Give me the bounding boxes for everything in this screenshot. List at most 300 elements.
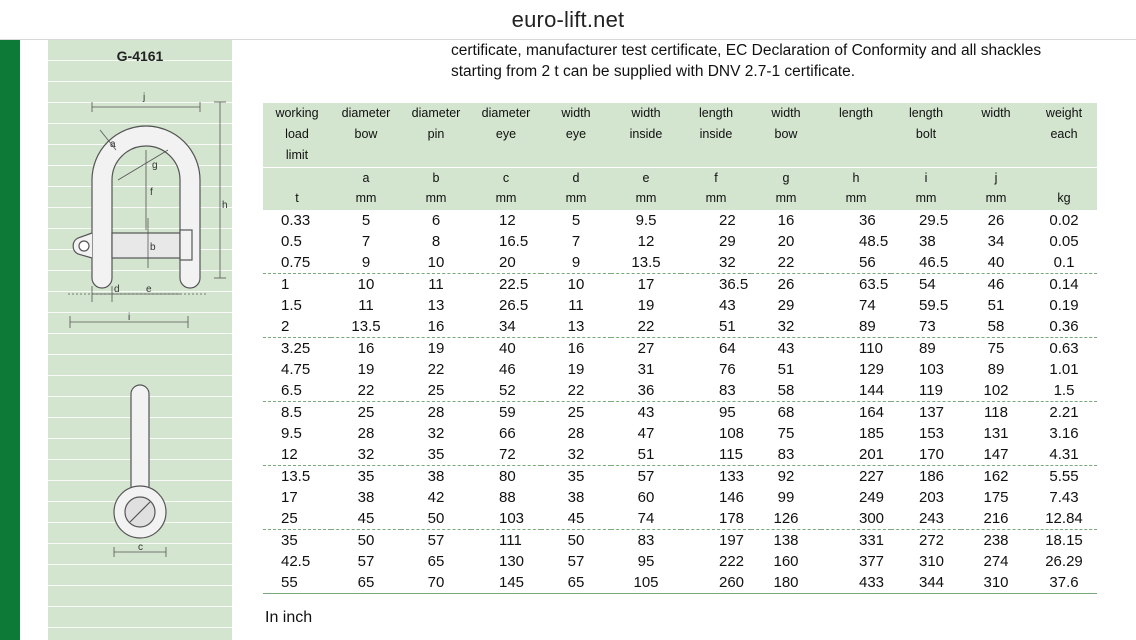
table-cell: 160 xyxy=(773,553,799,570)
table-cell: 50 xyxy=(331,530,401,552)
column-letter: f xyxy=(714,171,718,185)
table-cell: 28 xyxy=(357,425,375,442)
table-cell: 0.02 xyxy=(1049,212,1079,229)
table-cell: 147 xyxy=(983,446,1009,463)
table-cell: 310 xyxy=(961,572,1031,594)
table-cell: 3.16 xyxy=(1049,425,1079,442)
table-cell: 216 xyxy=(983,510,1009,527)
table-cell: 0.19 xyxy=(1049,297,1079,314)
table-cell: 55 xyxy=(263,572,331,594)
table-cell: 11 xyxy=(358,297,374,314)
table-cell: 238 xyxy=(961,530,1031,552)
column-header-line: bolt xyxy=(915,127,937,141)
column-unit-text: mm xyxy=(355,191,377,205)
table-cell: 37.6 xyxy=(1031,572,1097,594)
column-unit-text: mm xyxy=(775,191,797,205)
dim-label-j: j xyxy=(143,92,146,103)
table-cell: 16.5 xyxy=(499,233,529,250)
table-cell: 36 xyxy=(637,382,655,399)
table-cell: 433 xyxy=(821,572,891,594)
table-cell: 5.55 xyxy=(1031,466,1097,488)
table-cell: 27 xyxy=(611,338,681,360)
table-cell: 29.5 xyxy=(919,212,949,229)
table-cell: 25 xyxy=(427,382,445,399)
table-cell: 16 xyxy=(331,338,401,360)
column-header xyxy=(263,103,331,168)
column-unit xyxy=(751,168,821,211)
table-cell: 74 xyxy=(859,297,876,314)
table-row xyxy=(263,359,1097,380)
table-cell: 22 xyxy=(427,361,445,378)
table-cell: 1.5 xyxy=(281,297,302,314)
table-cell: 35 xyxy=(541,466,611,488)
table-cell: 25 xyxy=(281,510,298,527)
table-row xyxy=(263,380,1097,402)
column-unit-text: mm xyxy=(565,191,587,205)
table-row xyxy=(263,423,1097,444)
table-cell: 59 xyxy=(471,402,541,424)
table-cell: 56 xyxy=(859,254,876,271)
intro-text xyxy=(451,40,1111,82)
column-letter: d xyxy=(572,171,580,185)
table-cell: 89 xyxy=(987,361,1005,378)
column-header-line: load xyxy=(285,127,309,141)
table-cell: 331 xyxy=(821,530,891,552)
table-cell: 63.5 xyxy=(821,274,891,296)
table-cell: 0.14 xyxy=(1031,274,1097,296)
table-cell: 42.5 xyxy=(281,553,311,570)
table-cell: 74 xyxy=(637,510,655,527)
table-row xyxy=(263,572,1097,594)
table-cell: 162 xyxy=(961,466,1031,488)
table-cell: 103 xyxy=(499,510,525,527)
table-row xyxy=(263,530,1097,552)
table-row xyxy=(263,338,1097,360)
table-cell: 137 xyxy=(891,402,961,424)
table-cell: 138 xyxy=(751,530,821,552)
table-cell: 119 xyxy=(919,382,943,399)
column-header-line: width xyxy=(561,106,591,120)
table-cell: 5 xyxy=(361,212,371,229)
column-header-line: limit xyxy=(285,148,309,162)
table-cell: 51 xyxy=(777,361,795,378)
dim-label-f: f xyxy=(150,187,153,198)
table-cell: 46.5 xyxy=(919,254,949,271)
sidebar-panel xyxy=(48,40,232,640)
column-unit-text: t xyxy=(295,191,299,205)
column-header xyxy=(821,103,891,168)
table-cell: 22.5 xyxy=(471,274,541,296)
table-cell: 110 xyxy=(821,338,891,360)
model-code: G-4161 xyxy=(116,48,164,64)
column-unit-text: mm xyxy=(705,191,727,205)
table-cell: 88 xyxy=(499,489,516,506)
table-cell: 16 xyxy=(777,212,795,229)
table-cell: 99 xyxy=(777,489,795,506)
column-unit-text: mm xyxy=(425,191,447,205)
table-cell: 10 xyxy=(427,254,445,271)
table-cell: 18.15 xyxy=(1031,530,1097,552)
table-cell: 17 xyxy=(281,489,298,506)
table-cell: 35 xyxy=(427,446,445,463)
table-cell: 201 xyxy=(859,446,885,463)
table-cell: 34 xyxy=(987,233,1005,250)
table-cell: 22 xyxy=(719,212,736,229)
table-cell: 126 xyxy=(773,510,799,527)
table-cell: 8 xyxy=(431,233,441,250)
table-cell: 32 xyxy=(567,446,585,463)
table-cell: 83 xyxy=(777,446,795,463)
top-bar xyxy=(0,0,1136,40)
table-cell: 22 xyxy=(357,382,375,399)
table-cell: 46 xyxy=(961,274,1031,296)
table-cell: 9 xyxy=(571,254,581,271)
table-cell: 48.5 xyxy=(859,233,889,250)
table-cell: 28 xyxy=(567,425,585,442)
table-cell: 25 xyxy=(331,402,401,424)
table-cell: 16 xyxy=(541,338,611,360)
table-cell: 103 xyxy=(919,361,945,378)
table-cell: 31 xyxy=(637,361,655,378)
table-cell: 72 xyxy=(499,446,516,463)
table-cell: 25 xyxy=(541,402,611,424)
table-row xyxy=(263,252,1097,274)
table-cell: 164 xyxy=(821,402,891,424)
column-header-line: diameter xyxy=(411,106,461,120)
column-header-line: width xyxy=(631,106,661,120)
table-cell: 133 xyxy=(681,466,751,488)
table-cell: 22 xyxy=(567,382,585,399)
table-cell: 175 xyxy=(983,489,1009,506)
intro-line-1: certificate, manufacturer test certificate, EC Declaration of Conformity and all shackles xyxy=(451,42,1042,59)
table-row xyxy=(263,402,1097,424)
column-header xyxy=(681,103,751,168)
column-header xyxy=(961,103,1031,168)
column-header xyxy=(401,103,471,168)
table-cell: 186 xyxy=(891,466,961,488)
dim-label-g: g xyxy=(152,160,158,171)
table-cell: 131 xyxy=(983,425,1009,442)
table-cell: 26.29 xyxy=(1045,553,1083,570)
table-cell: 7 xyxy=(361,233,371,250)
table-cell: 272 xyxy=(891,530,961,552)
table-cell: 9 xyxy=(361,254,371,271)
table-cell: 0.5 xyxy=(281,233,302,250)
table-cell: 300 xyxy=(859,510,885,527)
header-row-units xyxy=(263,168,1097,211)
column-letter: a xyxy=(362,171,370,185)
table-cell: 65 xyxy=(541,572,611,594)
table-cell: 66 xyxy=(499,425,516,442)
table-cell: 115 xyxy=(719,446,743,463)
table-cell: 19 xyxy=(637,297,655,314)
column-letter: h xyxy=(852,171,860,185)
column-header-line: bow xyxy=(774,127,798,141)
table-cell: 10 xyxy=(331,274,401,296)
table-row xyxy=(263,466,1097,488)
spec-table xyxy=(263,103,1097,594)
table-cell: 12.84 xyxy=(1045,510,1083,527)
table-cell: 5 xyxy=(571,212,581,229)
table-cell: 9.5 xyxy=(635,212,657,229)
green-accent-bar xyxy=(0,40,20,640)
table-cell: 73 xyxy=(919,318,936,335)
table-cell: 43 xyxy=(611,402,681,424)
table-cell: 6 xyxy=(431,212,441,229)
dim-label-b: b xyxy=(150,242,156,253)
table-cell: 260 xyxy=(681,572,751,594)
column-header xyxy=(541,103,611,168)
table-cell: 11 xyxy=(401,274,471,296)
table-cell: 26.5 xyxy=(499,297,529,314)
table-cell: 32 xyxy=(427,425,445,442)
table-cell: 57 xyxy=(401,530,471,552)
spec-table-body xyxy=(263,210,1097,594)
table-cell: 222 xyxy=(719,553,745,570)
table-cell: 243 xyxy=(919,510,945,527)
table-cell: 92 xyxy=(751,466,821,488)
table-cell: 43 xyxy=(751,338,821,360)
column-unit xyxy=(891,168,961,211)
table-cell: 0.63 xyxy=(1031,338,1097,360)
table-row xyxy=(263,231,1097,252)
dim-label-d: d xyxy=(114,284,120,295)
table-cell: 105 xyxy=(611,572,681,594)
table-cell: 57 xyxy=(567,553,585,570)
column-letter: j xyxy=(994,171,998,185)
column-unit-text: mm xyxy=(495,191,517,205)
table-cell: 51 xyxy=(987,297,1005,314)
table-cell: 76 xyxy=(719,361,736,378)
column-unit xyxy=(961,168,1031,211)
column-header-line: eye xyxy=(495,127,517,141)
table-cell: 17 xyxy=(611,274,681,296)
column-header-line: working xyxy=(275,106,319,120)
table-cell: 13.5 xyxy=(351,318,381,335)
table-cell: 2.21 xyxy=(1031,402,1097,424)
column-unit xyxy=(263,168,331,211)
table-cell: 58 xyxy=(987,318,1005,335)
table-cell: 38 xyxy=(919,233,936,250)
table-row xyxy=(263,508,1097,530)
table-cell: 249 xyxy=(859,489,885,506)
table-cell: 19 xyxy=(357,361,375,378)
column-header-line: width xyxy=(981,106,1011,120)
table-cell: 13 xyxy=(567,318,585,335)
table-cell: 0.05 xyxy=(1049,233,1079,250)
table-cell: 310 xyxy=(919,553,945,570)
shackle-front-view-icon xyxy=(73,126,200,288)
table-cell: 22 xyxy=(777,254,795,271)
table-row xyxy=(263,316,1097,338)
inch-section-label: In inch xyxy=(265,609,313,626)
column-unit xyxy=(681,168,751,211)
dim-label-a: a xyxy=(110,139,116,150)
table-cell: 144 xyxy=(859,382,885,399)
table-row xyxy=(263,551,1097,572)
table-row xyxy=(263,295,1097,316)
table-cell: 377 xyxy=(859,553,885,570)
table-cell: 57 xyxy=(611,466,681,488)
table-cell: 13 xyxy=(427,297,445,314)
table-cell: 36.5 xyxy=(681,274,751,296)
column-header-line: pin xyxy=(427,127,445,141)
table-cell: 95 xyxy=(681,402,751,424)
table-cell: 40 xyxy=(471,338,541,360)
table-row xyxy=(263,487,1097,508)
table-cell: 4.75 xyxy=(281,361,311,378)
column-unit xyxy=(821,168,891,211)
table-cell: 1.5 xyxy=(1053,382,1075,399)
column-header xyxy=(331,103,401,168)
table-cell: 0.75 xyxy=(281,254,311,271)
table-cell: 178 xyxy=(719,510,745,527)
table-cell: 13.5 xyxy=(631,254,661,271)
table-cell: 8.5 xyxy=(263,402,331,424)
table-cell: 146 xyxy=(719,489,745,506)
table-row xyxy=(263,444,1097,466)
table-cell: 43 xyxy=(719,297,736,314)
column-letter: c xyxy=(502,171,510,185)
table-cell: 42 xyxy=(427,489,445,506)
table-cell: 0.1 xyxy=(1053,254,1075,271)
column-header xyxy=(891,103,961,168)
table-cell: 46 xyxy=(499,361,516,378)
table-cell: 75 xyxy=(961,338,1031,360)
table-cell: 75 xyxy=(777,425,795,442)
column-letter: g xyxy=(782,171,790,185)
column-letter xyxy=(263,168,331,188)
column-header-line: inside xyxy=(699,127,733,141)
table-cell: 19 xyxy=(401,338,471,360)
table-cell: 29 xyxy=(777,297,795,314)
table-cell: 0.33 xyxy=(281,212,311,229)
table-cell: 89 xyxy=(891,338,961,360)
table-cell: 180 xyxy=(751,572,821,594)
table-cell: 111 xyxy=(471,530,541,552)
table-cell: 65 xyxy=(427,553,445,570)
header-row-names xyxy=(263,103,1097,168)
column-header-line: length xyxy=(838,106,874,120)
column-unit xyxy=(331,168,401,211)
column-header-line: bow xyxy=(354,127,378,141)
table-cell: 28 xyxy=(401,402,471,424)
column-header xyxy=(1031,103,1097,168)
table-cell: 0.36 xyxy=(1049,318,1079,335)
table-cell: 10 xyxy=(541,274,611,296)
table-cell: 89 xyxy=(859,318,876,335)
table-row xyxy=(263,274,1097,296)
table-cell: 1.01 xyxy=(1049,361,1079,378)
table-cell: 83 xyxy=(719,382,736,399)
table-cell: 38 xyxy=(567,489,585,506)
column-unit xyxy=(401,168,471,211)
table-cell: 12 xyxy=(637,233,655,250)
table-cell: 203 xyxy=(919,489,945,506)
dim-label-e: e xyxy=(146,284,152,295)
table-cell: 22 xyxy=(637,318,655,335)
table-cell: 20 xyxy=(777,233,795,250)
table-cell: 9.5 xyxy=(281,425,302,442)
table-cell: 60 xyxy=(637,489,655,506)
table-cell: 153 xyxy=(919,425,945,442)
spec-table-wrap xyxy=(263,103,1097,594)
table-row xyxy=(263,210,1097,231)
column-unit-text: mm xyxy=(845,191,867,205)
table-cell: 4.31 xyxy=(1049,446,1079,463)
table-cell: 32 xyxy=(777,318,795,335)
table-cell: 58 xyxy=(777,382,795,399)
dim-label-h: h xyxy=(222,200,228,211)
table-cell: 51 xyxy=(637,446,655,463)
table-cell: 38 xyxy=(401,466,471,488)
table-cell: 64 xyxy=(681,338,751,360)
table-cell: 35 xyxy=(331,466,401,488)
column-header-line: eye xyxy=(565,127,587,141)
column-unit-text: mm xyxy=(635,191,657,205)
table-cell: 344 xyxy=(891,572,961,594)
table-cell: 19 xyxy=(567,361,585,378)
table-cell: 3.25 xyxy=(263,338,331,360)
shackle-diagram xyxy=(48,40,232,640)
table-cell: 50 xyxy=(427,510,445,527)
table-cell: 35 xyxy=(263,530,331,552)
column-header-line: each xyxy=(1050,127,1078,141)
table-cell: 185 xyxy=(859,425,885,442)
table-cell: 118 xyxy=(961,402,1031,424)
intro-line-2: starting from 2 t can be supplied with DNV 2.7-1 certificate. xyxy=(451,63,856,80)
table-cell: 6.5 xyxy=(281,382,302,399)
table-cell: 7.43 xyxy=(1049,489,1079,506)
table-cell: 83 xyxy=(611,530,681,552)
table-cell: 197 xyxy=(681,530,751,552)
column-unit xyxy=(611,168,681,211)
table-cell: 26 xyxy=(751,274,821,296)
column-unit-text: mm xyxy=(915,191,937,205)
table-cell: 16 xyxy=(427,318,445,335)
column-header xyxy=(471,103,541,168)
column-letter: b xyxy=(432,171,440,185)
table-cell: 54 xyxy=(891,274,961,296)
column-header xyxy=(751,103,821,168)
table-cell: 45 xyxy=(357,510,375,527)
column-header-line: length xyxy=(698,106,734,120)
table-cell: 145 xyxy=(471,572,541,594)
column-letter xyxy=(1031,168,1097,188)
table-cell: 20 xyxy=(499,254,516,271)
shackle-side-view-icon xyxy=(114,385,166,538)
table-cell: 2 xyxy=(281,318,290,335)
table-cell: 45 xyxy=(567,510,585,527)
table-cell: 227 xyxy=(821,466,891,488)
table-cell: 108 xyxy=(719,425,745,442)
table-cell: 12 xyxy=(499,212,516,229)
table-cell: 102 xyxy=(983,382,1009,399)
table-cell: 12 xyxy=(281,446,298,463)
table-cell: 7 xyxy=(571,233,581,250)
table-cell: 80 xyxy=(471,466,541,488)
table-cell: 34 xyxy=(499,318,516,335)
table-cell: 13.5 xyxy=(263,466,331,488)
column-unit-text: mm xyxy=(985,191,1007,205)
column-header-line: diameter xyxy=(481,106,531,120)
table-cell: 36 xyxy=(859,212,876,229)
table-cell: 47 xyxy=(637,425,655,442)
table-cell: 129 xyxy=(859,361,885,378)
table-cell: 130 xyxy=(499,553,525,570)
table-cell: 95 xyxy=(637,553,655,570)
column-unit-text: kg xyxy=(1057,191,1071,205)
